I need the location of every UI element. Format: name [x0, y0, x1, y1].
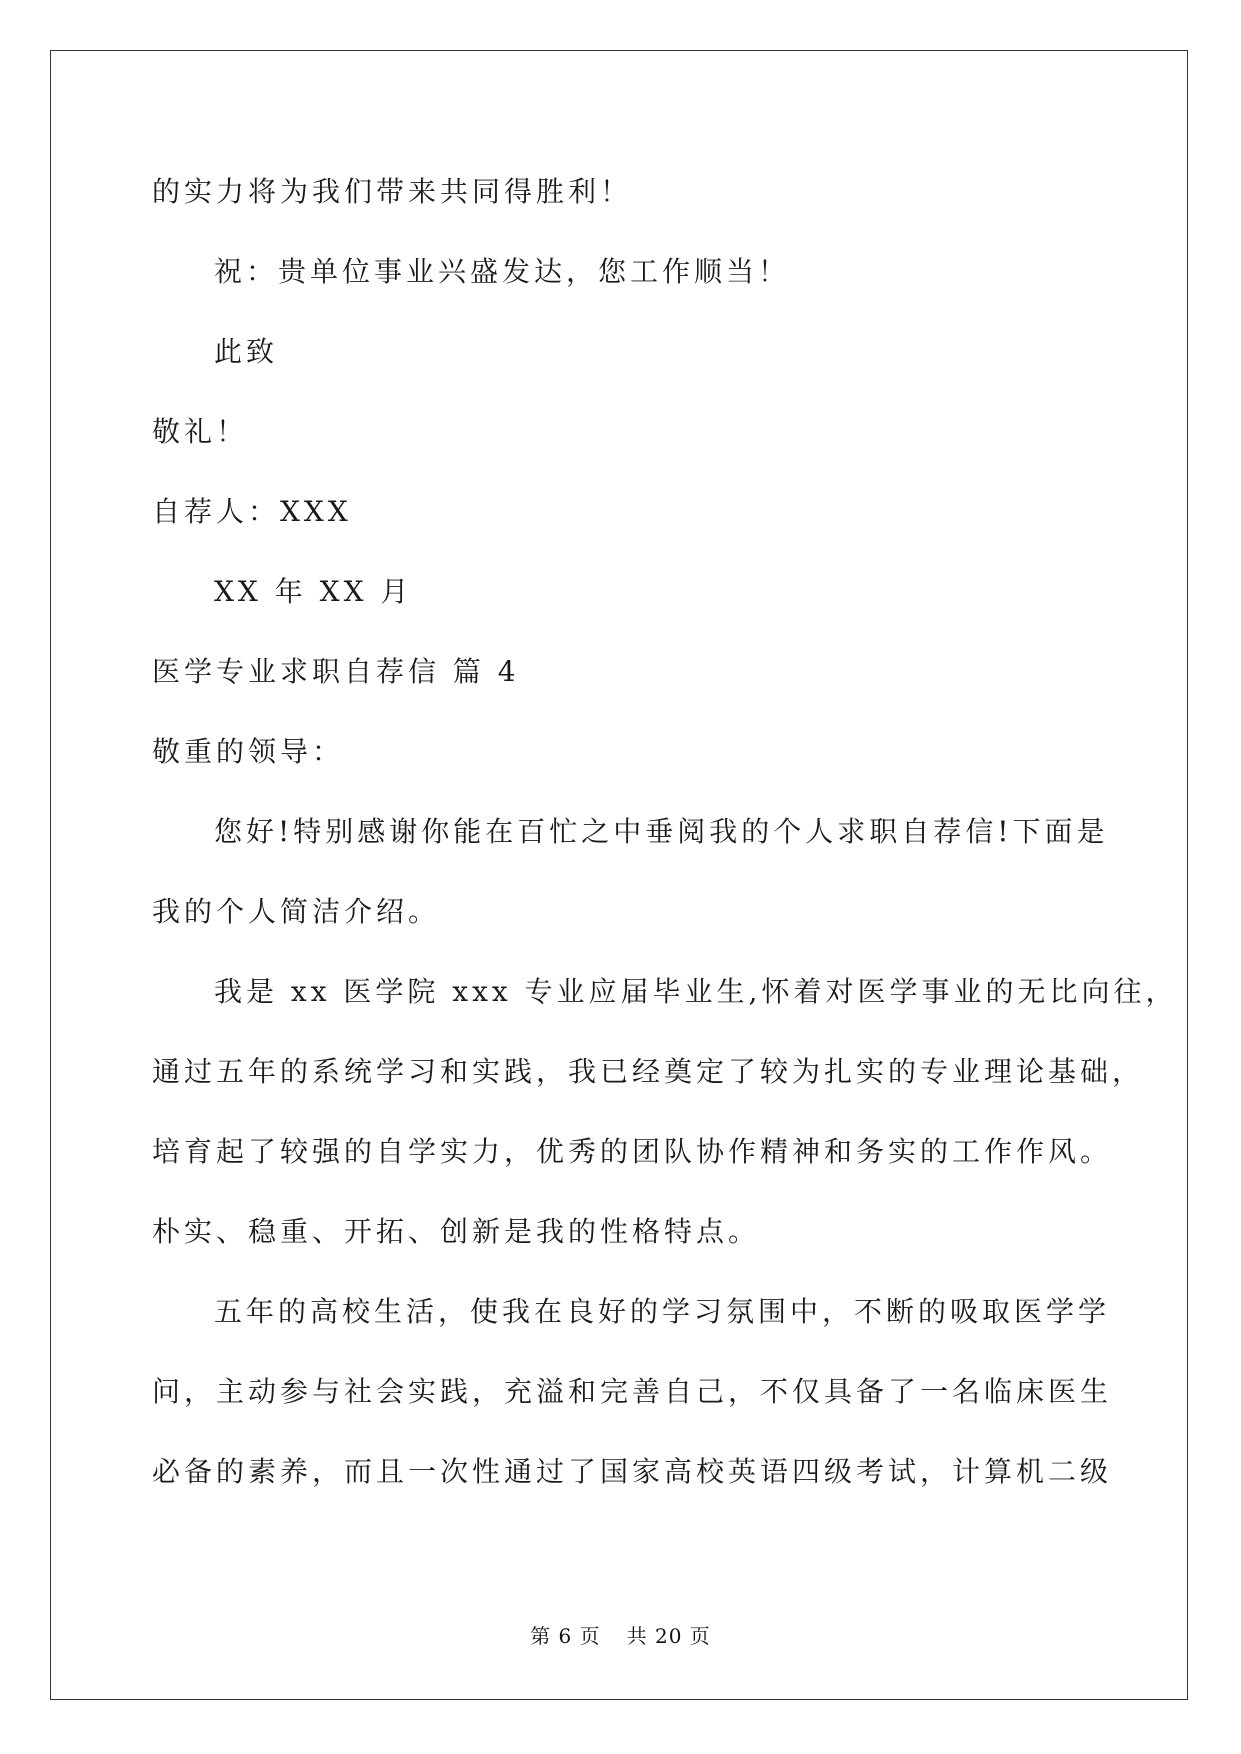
text-line-10: 我的个人简洁介绍。 [152, 895, 441, 928]
page-footer [0, 1623, 1241, 1649]
text-line-12: 通过五年的系统学习和实践，我已经奠定了较为扎实的专业理论基础， [152, 1055, 1145, 1088]
text-line-1: 的实力将为我们带来共同得胜利！ [152, 175, 633, 208]
page-number: 第 6 页 [530, 1624, 601, 1648]
text-line-17: 必备的素养，而且一次性通过了国家高校英语四级考试，计算机二级 [152, 1455, 1113, 1488]
text-line-2: 祝：贵单位事业兴盛发达，您工作顺当！ [214, 255, 791, 288]
text-line-5: 自荐人：XXX [152, 495, 352, 528]
text-line-6: XX 年 XX 月 [214, 575, 413, 608]
page-total: 共 20 页 [626, 1624, 711, 1648]
salutation: 敬重的领导： [152, 735, 345, 768]
section-heading: 医学专业求职自荐信 篇 4 [152, 655, 520, 688]
text-line-14: 朴实、稳重、开拓、创新是我的性格特点。 [152, 1215, 761, 1248]
text-line-13: 培育起了较强的自学实力，优秀的团队协作精神和务实的工作作风。 [152, 1135, 1113, 1168]
text-line-11: 我是 xx 医学院 xxx 专业应届毕业生,怀着对医学事业的无比向往， [214, 975, 1178, 1008]
text-line-16: 问，主动参与社会实践，充溢和完善自己，不仅具备了一名临床医生 [152, 1375, 1113, 1408]
text-line-4: 敬礼！ [152, 415, 249, 448]
text-line-15: 五年的高校生活，使我在良好的学习氛围中，不断的吸取医学学 [214, 1295, 1111, 1328]
text-line-9: 您好!特别感谢你能在百忙之中垂阅我的个人求职自荐信!下面是 [214, 815, 1109, 848]
text-line-3: 此致 [214, 335, 279, 368]
